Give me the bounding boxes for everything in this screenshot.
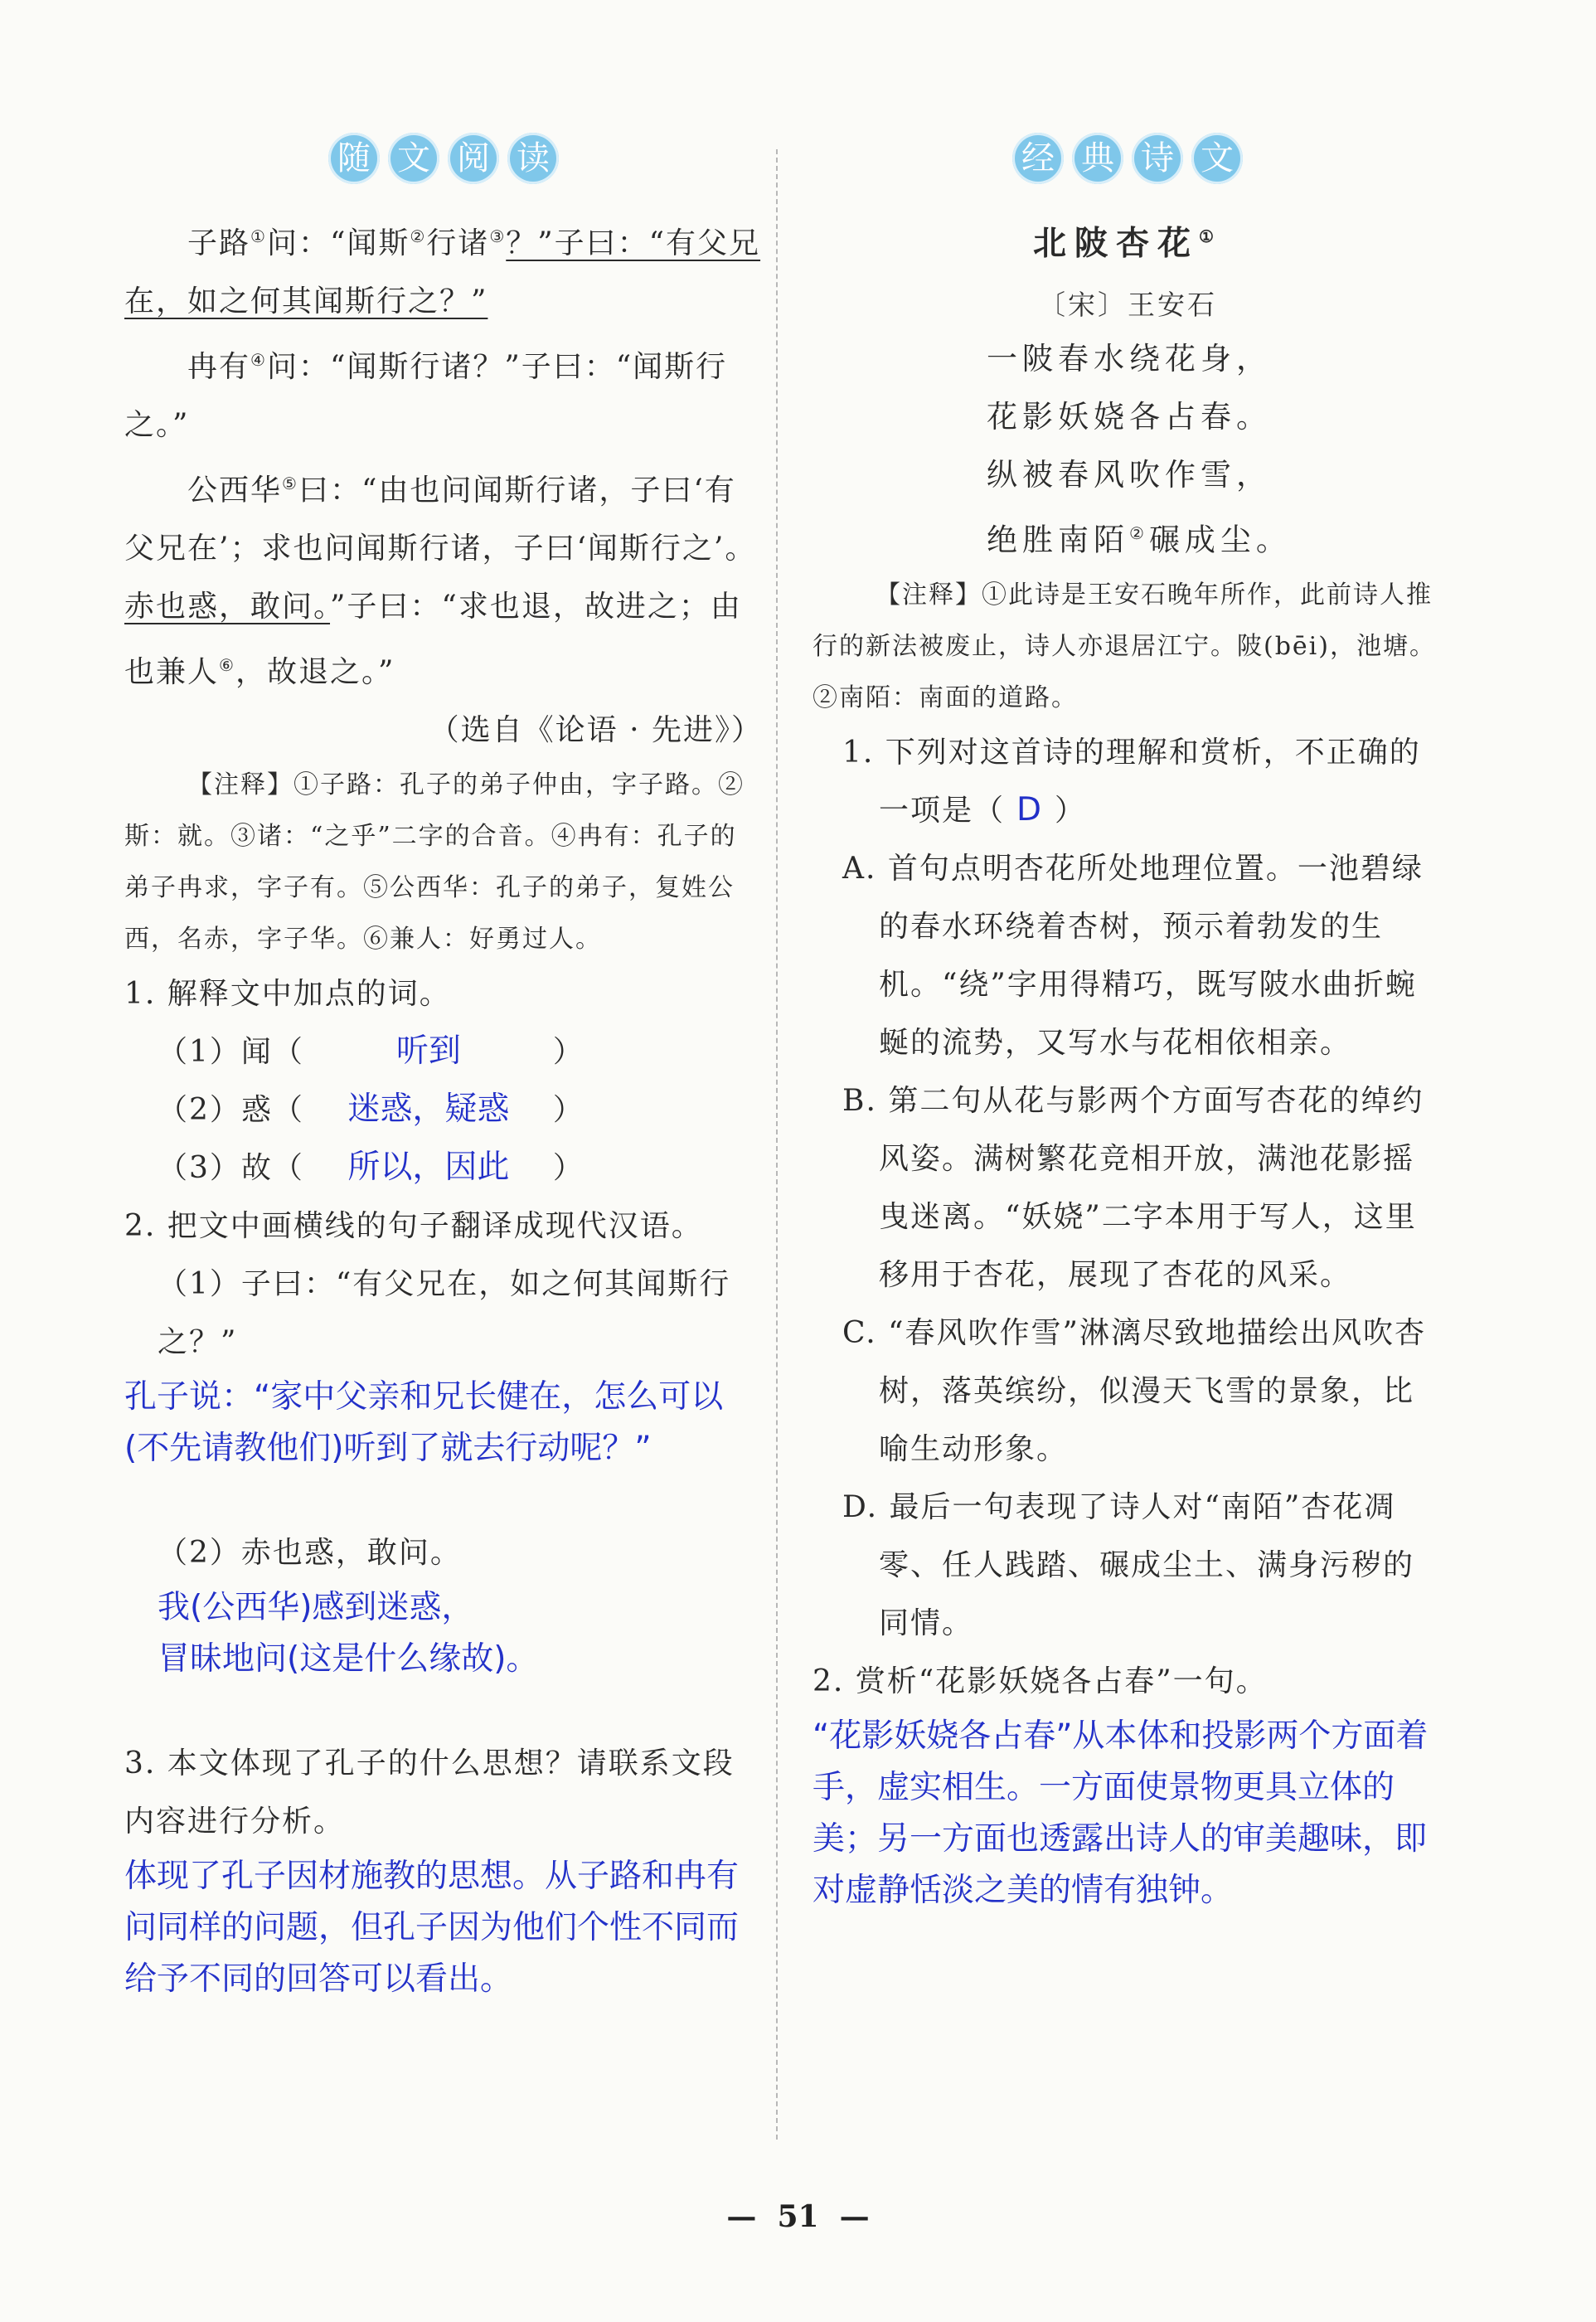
q2-sub-1: （1）子曰：“有父兄在，如之何其闻斯行之？” bbox=[158, 1267, 731, 1359]
option-a: A. 首句点明杏花所处地理位置。一池碧绿的春水环绕着杏树，预示着勃发的生机。“绕”字用得精巧，既写陂水曲折蜿蜒的流势，又写水与花相依相亲。 bbox=[842, 851, 1424, 1060]
poem-line: 绝胜南陌②碾成尘。 bbox=[987, 522, 1292, 558]
title-char: 阅 bbox=[448, 133, 499, 184]
passage-paragraph-2: 冉有④问：“闻斯行诸？”子曰：“闻斯行之。” bbox=[124, 350, 728, 442]
right-column bbox=[813, 133, 1443, 1916]
poem-line: 一陂春水绕花身， bbox=[987, 341, 1272, 377]
title-char: 诗 bbox=[1132, 133, 1183, 184]
q2-sub-2-answer-line-2: 冒昧地问(这是什么缘故)。 bbox=[158, 1640, 539, 1678]
left-column bbox=[124, 133, 763, 2005]
title-char: 典 bbox=[1072, 133, 1123, 184]
q1-answer: D bbox=[1016, 790, 1044, 828]
poem-title: 北陂杏花① bbox=[1033, 223, 1222, 263]
section-title-classics bbox=[813, 133, 1443, 184]
option-b: B. 第二句从花与影两个方面写杏花的绰约风姿。满树繁花竞相开放，满池花影摇曳迷离。“妖娆”二字本用于写人，这里移用于杏花，展现了杏花的风采。 bbox=[842, 1083, 1424, 1292]
option-d: D. 最后一句表现了诗人对“南陌”杏花凋零、任人践踏、碾成尘土、满身污秽的同情。 bbox=[842, 1489, 1415, 1640]
title-char: 经 bbox=[1012, 133, 1064, 184]
passage-paragraph-3: 公西华⑤曰：“由也问闻斯行诸，子曰‘有父兄在’；求也问闻斯行诸，子曰‘闻斯行之’。赤也惑，敢问。”子曰：“求也退，故进之；由也兼人⑥，故退之。” bbox=[124, 474, 757, 689]
title-char: 随 bbox=[328, 133, 380, 184]
question-1: 1. 下列对这首诗的理解和赏析，不正确的一项是（ D ） bbox=[842, 735, 1421, 828]
column-divider bbox=[776, 149, 778, 2140]
q3-answer: 体现了孔子因材施教的思想。从子路和冉有问同样的问题，但孔子因为他们个性不同而给予不同的回答可以看出。 bbox=[124, 1858, 740, 1998]
q2-answer: “花影妖娆各占春”从本体和投影两个方面着手，虚实相生。一方面使景物更具立体的美；另一方面也透露出诗人的审美趣味，即对虚静恬淡之美的情有独钟。 bbox=[813, 1717, 1429, 1909]
page-number: — 51 — bbox=[726, 2199, 870, 2234]
question-2: 2. 把文中画横线的句子翻译成现代汉语。 bbox=[124, 1209, 703, 1243]
passage-paragraph-1: 子路①问：“闻斯②行诸③？”子曰：“有父兄在，如之何其闻斯行之？” bbox=[124, 226, 761, 318]
q2-sub-2: （2）赤也惑，敢问。 bbox=[158, 1536, 462, 1570]
answer-text: 所以，因此 bbox=[347, 1149, 510, 1186]
q2-sub-2-answer-line-1: 我(公西华)感到迷惑， bbox=[158, 1589, 474, 1626]
question-3: 3. 本文体现了孔子的什么思想？请联系文段内容进行分析。 bbox=[124, 1746, 735, 1839]
q1-item-1: （1）闻（ 听到 ） bbox=[124, 1023, 763, 1081]
title-char: 读 bbox=[507, 133, 559, 184]
passage-source: （选自《论语 · 先进》） bbox=[429, 713, 763, 747]
answer-text: 听到 bbox=[395, 1032, 461, 1070]
poem-line: 纵被春风吹作雪， bbox=[987, 457, 1272, 493]
title-char: 文 bbox=[388, 133, 439, 184]
answer-text: 迷惑，疑惑 bbox=[347, 1091, 510, 1128]
passage-notes: 【注释】①子路：孔子的弟子仲由，字子路。②斯：就。③诸：“之乎”二字的合音。④冉有：孔子的弟子冉求，字子有。⑤公西华：孔子的弟子，复姓公西，名赤，字子华。⑥兼人：好勇过人。 bbox=[124, 770, 745, 954]
title-char: 文 bbox=[1191, 133, 1243, 184]
poem-author: 〔宋〕王安石 bbox=[1038, 289, 1217, 322]
q1-item-3: （3）故（ 所以，因此 ） bbox=[124, 1139, 763, 1197]
question-1: 1. 解释文中加点的词。 bbox=[124, 977, 451, 1011]
poem-notes: 【注释】①此诗是王安石晚年所作，此前诗人推行的新法被废止，诗人亦退居江宁。陂(bēi)，池塘。②南陌：南面的道路。 bbox=[813, 580, 1436, 712]
option-c: C. “春风吹作雪”淋漓尽致地描绘出风吹杏树，落英缤纷，似漫天飞雪的景象，比喻生动形象。 bbox=[842, 1315, 1426, 1466]
question-2: 2. 赏析“花影妖娆各占春”一句。 bbox=[813, 1664, 1268, 1698]
q2-sub-1-answer: 孔子说：“家中父亲和兄长健在，怎么可以(不先请教他们)听到了就去行动呢？” bbox=[124, 1378, 724, 1467]
section-title-reading bbox=[124, 133, 763, 184]
q1-item-2: （2）惑（ 迷惑，疑惑 ） bbox=[124, 1081, 763, 1139]
poem-line: 花影妖娆各占春。 bbox=[987, 399, 1272, 435]
